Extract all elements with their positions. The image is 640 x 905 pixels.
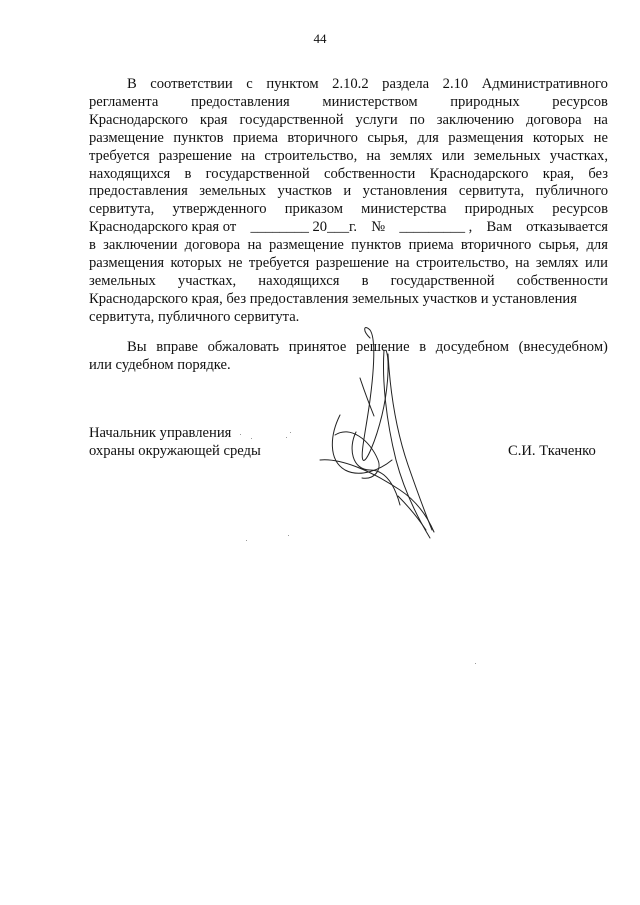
word: участков [277,183,332,200]
word: находящихся [258,272,340,289]
word: края [199,111,228,128]
word: строительство, [264,147,358,164]
word: договора [184,237,241,254]
paragraph-line [89,183,608,201]
word: приема [408,237,454,254]
word: Вы [127,339,147,355]
scan-speck [475,663,476,664]
word: вторичного [460,237,532,254]
word: землях [535,255,579,272]
handwritten-signature [300,320,450,550]
word: участках, [549,147,608,164]
word: вторичного [287,129,358,146]
word: края, [542,165,575,182]
paragraph-line [89,112,608,130]
paragraph-line: Краснодарского края, без предоставления земельных участков и установления [89,290,577,307]
word: государственной [205,165,310,182]
paragraph-line [89,148,608,166]
word: утвержденного [172,201,267,218]
word: строительство, [415,255,509,272]
scan-speck [251,438,252,439]
scan-speck [290,432,291,433]
signer-position-line: Начальник управления [89,425,232,441]
number-sign: № [371,219,386,236]
word: на [366,147,381,164]
word: с [246,76,253,92]
word: государственной [390,272,495,289]
paragraph-final-line: или судебном порядке. [89,356,231,373]
paragraph-line [89,237,608,255]
word: приема [232,129,278,146]
word: Вам [486,219,512,236]
word: для [586,237,608,254]
word: на [593,111,608,128]
signer-position [89,425,261,461]
scan-speck [288,535,289,536]
word: разрешение [315,255,389,272]
signer-position-line: охраны окружающей среды [89,442,261,459]
word: договора [526,111,582,128]
word: в [419,339,427,355]
word: размещения [448,129,524,146]
word: земельных [199,183,267,200]
signer-name: С.И. Ткаченко [508,443,596,459]
word: требуется [248,255,310,272]
word: сырья, [367,129,408,146]
main-paragraph [89,76,608,327]
paragraph-final-line: сервитута, публичного сервитута. [89,308,300,325]
word: на [247,237,262,254]
word: Краснодарского края от [89,219,237,236]
paragraph-line [89,94,608,112]
word: соответствии [150,76,233,92]
word: услуги [355,111,398,128]
scan-speck [286,437,287,438]
word: пунктов [173,129,224,146]
word: сервитута, [458,183,525,200]
word: по [409,111,425,128]
word: ресурсов [552,201,608,218]
paragraph-line [89,76,608,94]
word: земельных [89,272,156,289]
word: пунктом [266,76,319,92]
word: не [593,129,608,146]
word: отказывается [526,219,608,236]
word: не [228,255,243,272]
word: без [588,165,608,182]
word: досудебном [435,339,509,355]
word: министерства [361,201,447,218]
word: или [584,255,608,272]
word: земельных [473,147,541,164]
date-blank: ________ 20___г. [250,219,357,236]
word: вправе [156,339,198,355]
word: государственной [239,111,344,128]
word: регламента [89,93,159,110]
scan-speck [240,434,241,435]
word: в [361,272,369,289]
paragraph-line [89,130,608,148]
word: 2.10.2 [332,76,369,92]
word: природных [464,201,535,218]
word: министерством [322,93,418,110]
paragraph-line-with-blanks [89,219,608,237]
word: землях [389,147,433,164]
word: которых [170,255,222,272]
word: решение [355,339,410,355]
word: сырья, [538,237,580,254]
page-number: 44 [313,31,327,46]
word: установления [362,183,448,200]
word: находящихся [89,165,171,182]
word: пунктов [351,237,402,254]
word: (внесудебном) [518,339,608,355]
word: предоставления [89,183,188,200]
word: заключению [436,111,515,128]
word: ресурсов [552,93,608,110]
paragraph-line [89,201,608,219]
scan-speck [246,540,247,541]
word: на [515,255,530,272]
word: природных [450,93,520,110]
word: размещения [89,255,165,272]
paragraph-line [89,166,608,184]
word: или [441,147,465,164]
word: размещение [269,237,344,254]
word: заключении [103,237,178,254]
word: собственности [323,165,416,182]
word: в [184,165,192,182]
paragraph-line [89,255,608,273]
word: предоставления [190,93,290,110]
word: для [417,129,439,146]
paragraph-line [89,273,608,291]
word: участках, [177,272,237,289]
word: принятое [288,339,347,355]
number-blank: _________ , [399,219,473,236]
word: В [127,76,137,92]
word: 2.10 [442,76,469,92]
word: обжаловать [207,339,280,355]
word: разрешение [158,147,232,164]
word: приказом [284,201,343,218]
word: Краснодарского [429,165,529,182]
word: на [240,147,256,164]
word: размещение [89,129,164,146]
word: которых [532,129,585,146]
word: и [343,183,352,200]
word: Краснодарского [89,111,188,128]
word: раздела [382,76,430,92]
word: в [89,237,96,254]
word: Административного [481,76,608,92]
word: собственности [516,272,608,289]
word: сервитута, [89,201,155,218]
word: публичного [535,183,608,200]
word: на [395,255,410,272]
word: требуется [89,147,150,164]
